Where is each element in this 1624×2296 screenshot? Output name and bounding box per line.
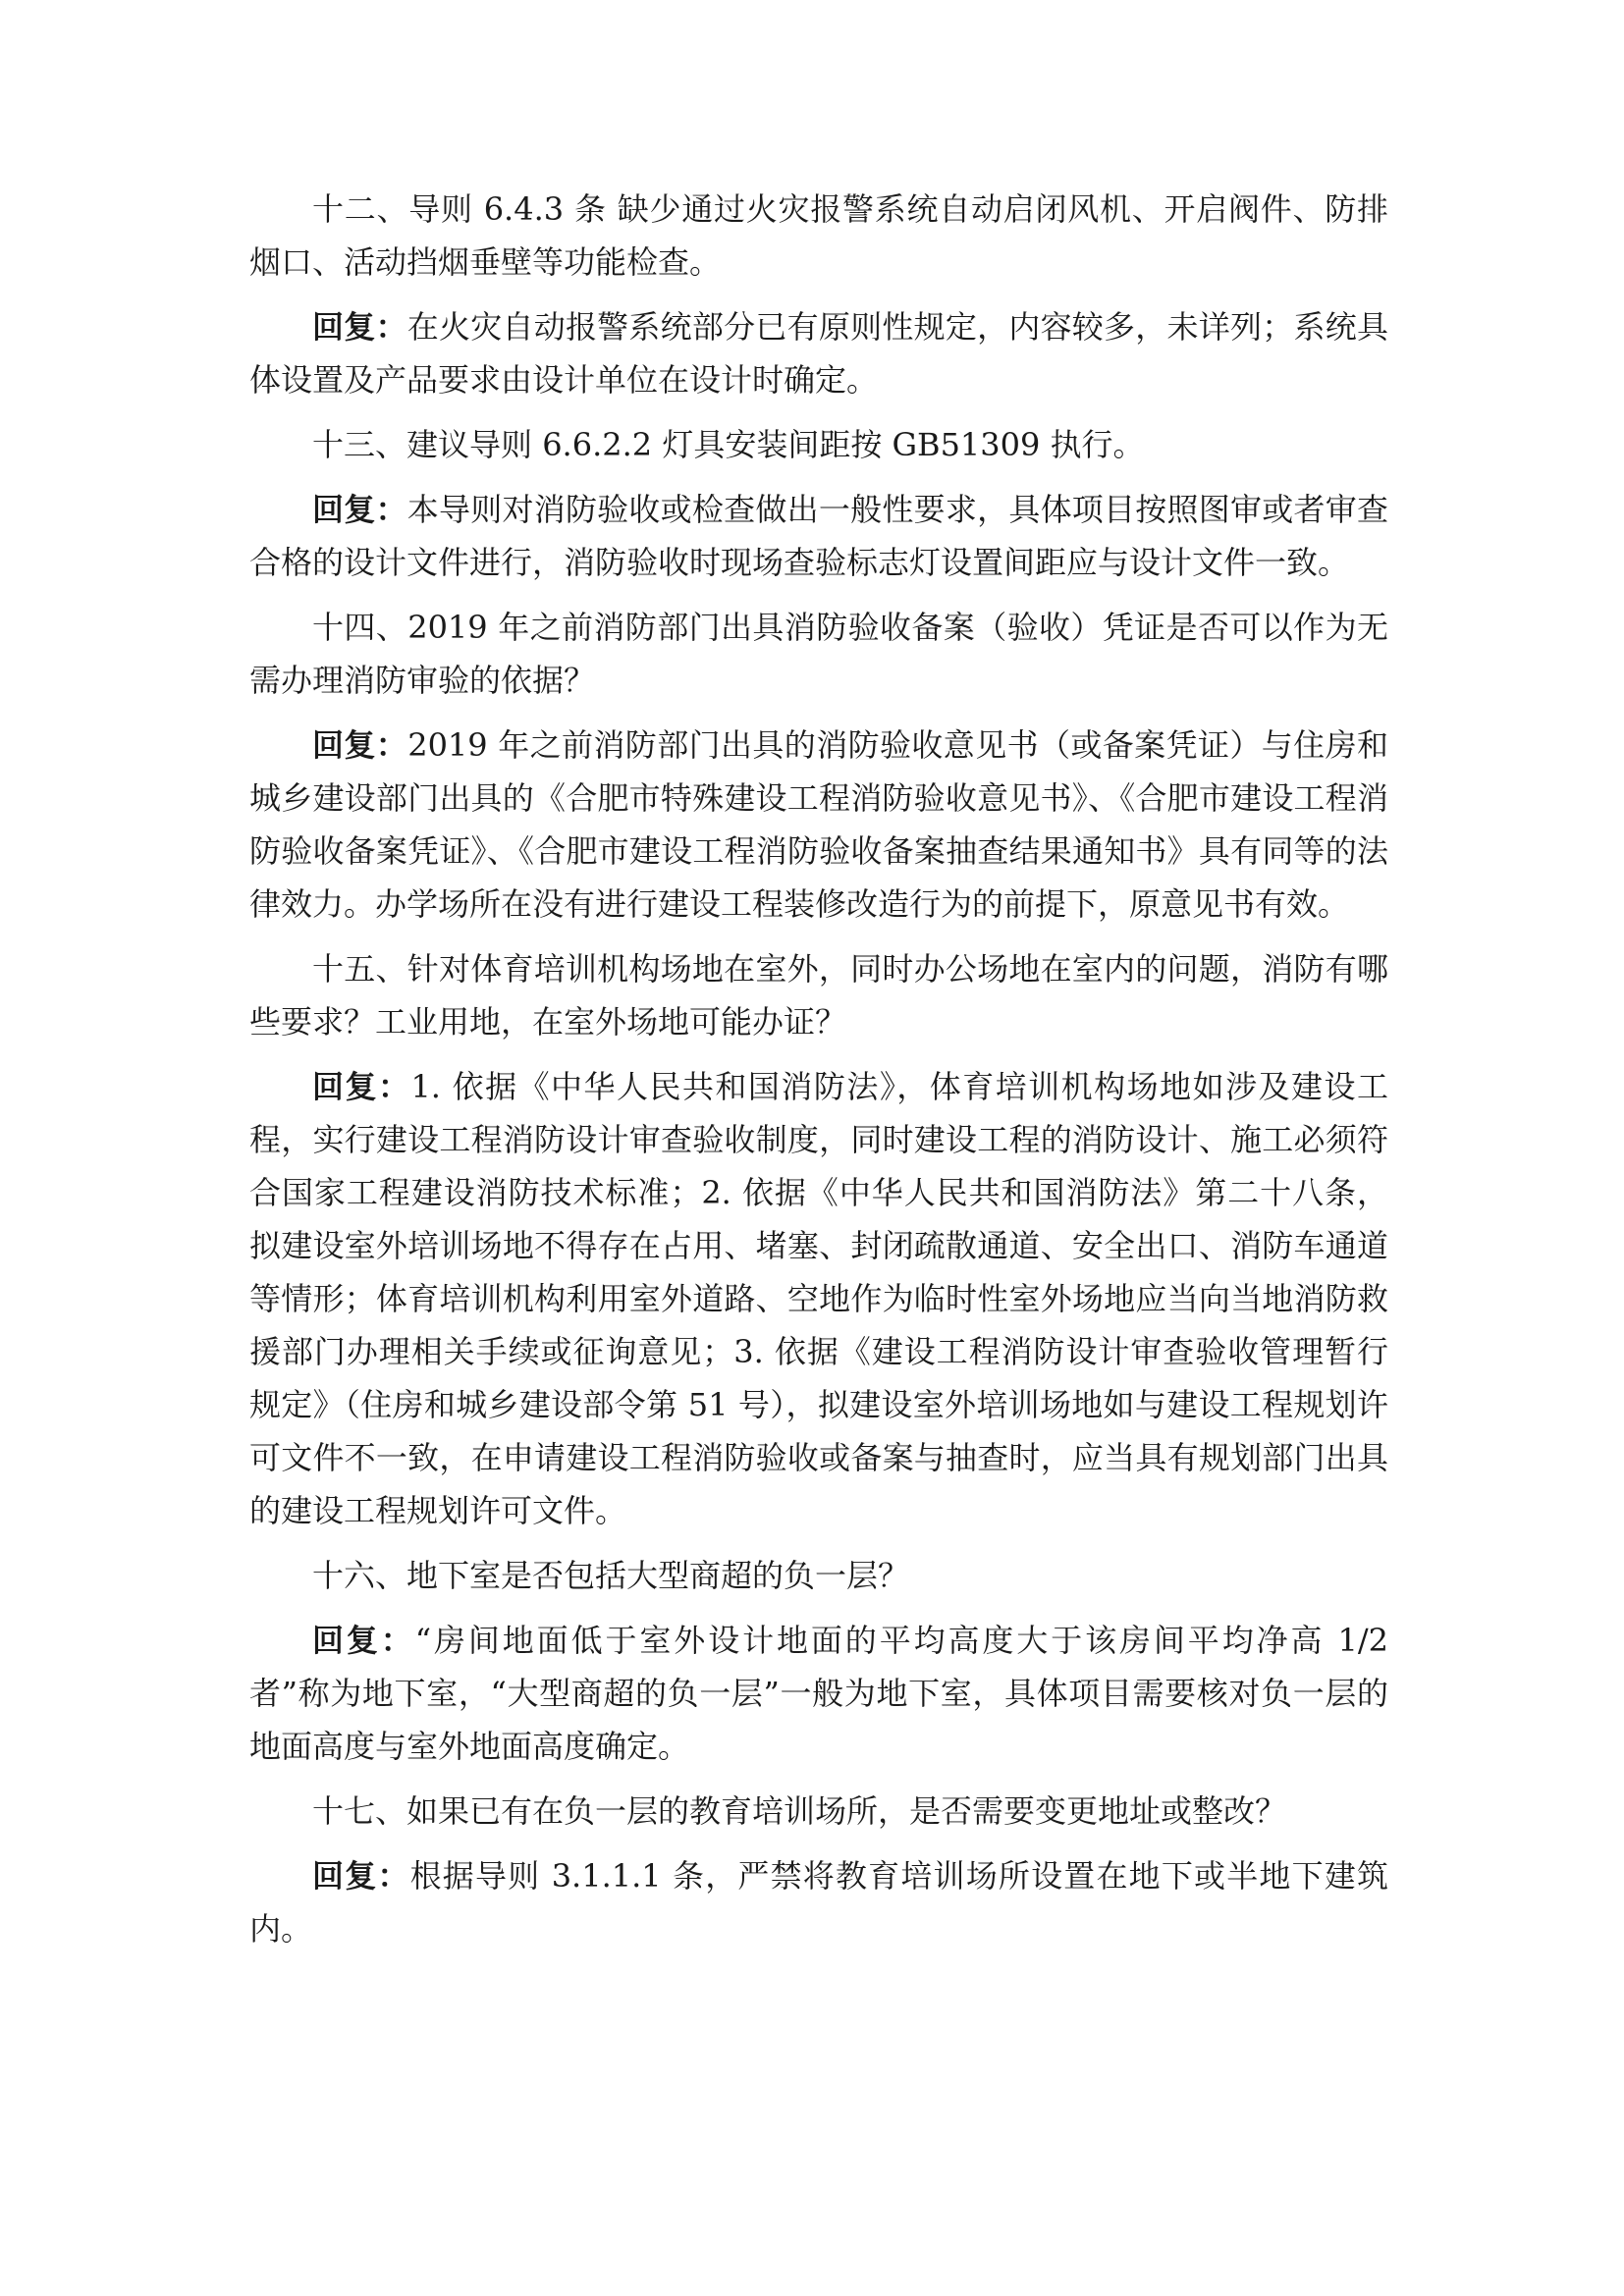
reply-text: 在火灾自动报警系统部分已有原则性规定，内容较多，未详列；系统具体设置及产品要求由设计单位在设计时确定。 (249, 308, 1388, 399)
reply-12 (249, 300, 1388, 406)
reply-13 (249, 483, 1388, 589)
question-number: 十七、 (312, 1792, 407, 1830)
reply-16 (249, 1614, 1388, 1773)
question-17 (249, 1785, 1388, 1838)
reply-label: 回复： (312, 308, 407, 346)
question-text: 地下室是否包括大型商超的负一层？ (406, 1557, 910, 1594)
question-number: 十六、 (312, 1557, 407, 1594)
question-text: 针对体育培训机构场地在室外，同时办公场地在室内的问题，消防有哪些要求？工业用地，在室外场地可能办证？ (249, 950, 1388, 1041)
question-16 (249, 1549, 1388, 1602)
question-number: 十四、 (312, 609, 408, 646)
question-text: 2019 年之前消防部门出具消防验收备案（验收）凭证是否可以作为无需办理消防审验的依据？ (249, 609, 1388, 699)
reply-14 (249, 719, 1388, 931)
question-13 (249, 418, 1388, 471)
reply-text: 根据导则 3.1.1.1 条，严禁将教育培训场所设置在地下或半地下建筑内。 (249, 1857, 1388, 1948)
reply-label: 回复： (312, 1068, 411, 1105)
question-text: 导则 6.4.3 条 缺少通过火灾报警系统自动启闭风机、开启阀件、防排烟口、活动挡烟垂壁等功能检查。 (249, 190, 1388, 281)
reply-text: 本导则对消防验收或检查做出一般性要求，具体项目按照图审或者审查合格的设计文件进行，消防验收时现场查验标志灯设置间距应与设计文件一致。 (249, 491, 1388, 581)
reply-text: 2019 年之前消防部门出具的消防验收意见书（或备案凭证）与住房和城乡建设部门出具的《合肥市特殊建设工程消防验收意见书》、《合肥市建设工程消防验收备案凭证》、《合肥市建设工程消防验收备案抽查结果通知书》具有同等的法律效力。办学场所在没有进行建设工程装修改造行为的前提下，原意见书有效。 (249, 726, 1388, 923)
reply-label: 回复： (312, 1857, 410, 1895)
reply-17 (249, 1849, 1388, 1955)
question-15 (249, 942, 1388, 1048)
reply-15 (249, 1060, 1388, 1537)
reply-text: 1. 依据《中华人民共和国消防法》，体育培训机构场地如涉及建设工程，实行建设工程消防设计审查验收制度，同时建设工程的消防设计、施工必须符合国家工程建设消防技术标准；2. 依据《中华人民共和国消防法》第二十八条，拟建设室外培训场地不得存在占用、堵塞、封闭疏散通道、安全出口、消防车通道等情形；体育培训机构利用室外道路、空地作为临时性室外场地应当向当地消防救援部门办理相关手续或征询意见；3. 依据《建设工程消防设计审查验收管理暂行规定》（住房和城乡建设部令第 51 号），拟建设室外培训场地如与建设工程规划许可文件不一致，在申请建设工程消防验收或备案与抽查时，应当具有规划部门出具的建设工程规划许可文件。 (249, 1068, 1388, 1529)
question-text: 如果已有在负一层的教育培训场所，是否需要变更地址或整改？ (406, 1792, 1287, 1830)
document-page (249, 183, 1388, 1967)
question-14 (249, 601, 1388, 707)
reply-label: 回复： (312, 726, 408, 764)
reply-label: 回复： (312, 491, 407, 528)
reply-text: “房间地面低于室外设计地面的平均高度大于该房间平均净高 1/2 者”称为地下室，“大型商超的负一层”一般为地下室，具体项目需要核对负一层的地面高度与室外地面高度确定。 (249, 1622, 1388, 1765)
question-number: 十二、 (312, 190, 409, 228)
question-text: 建议导则 6.6.2.2 灯具安装间距按 GB51309 执行。 (406, 426, 1145, 463)
reply-label: 回复： (312, 1622, 415, 1659)
question-number: 十五、 (312, 950, 407, 988)
question-number: 十三、 (312, 426, 407, 463)
question-12 (249, 183, 1388, 289)
